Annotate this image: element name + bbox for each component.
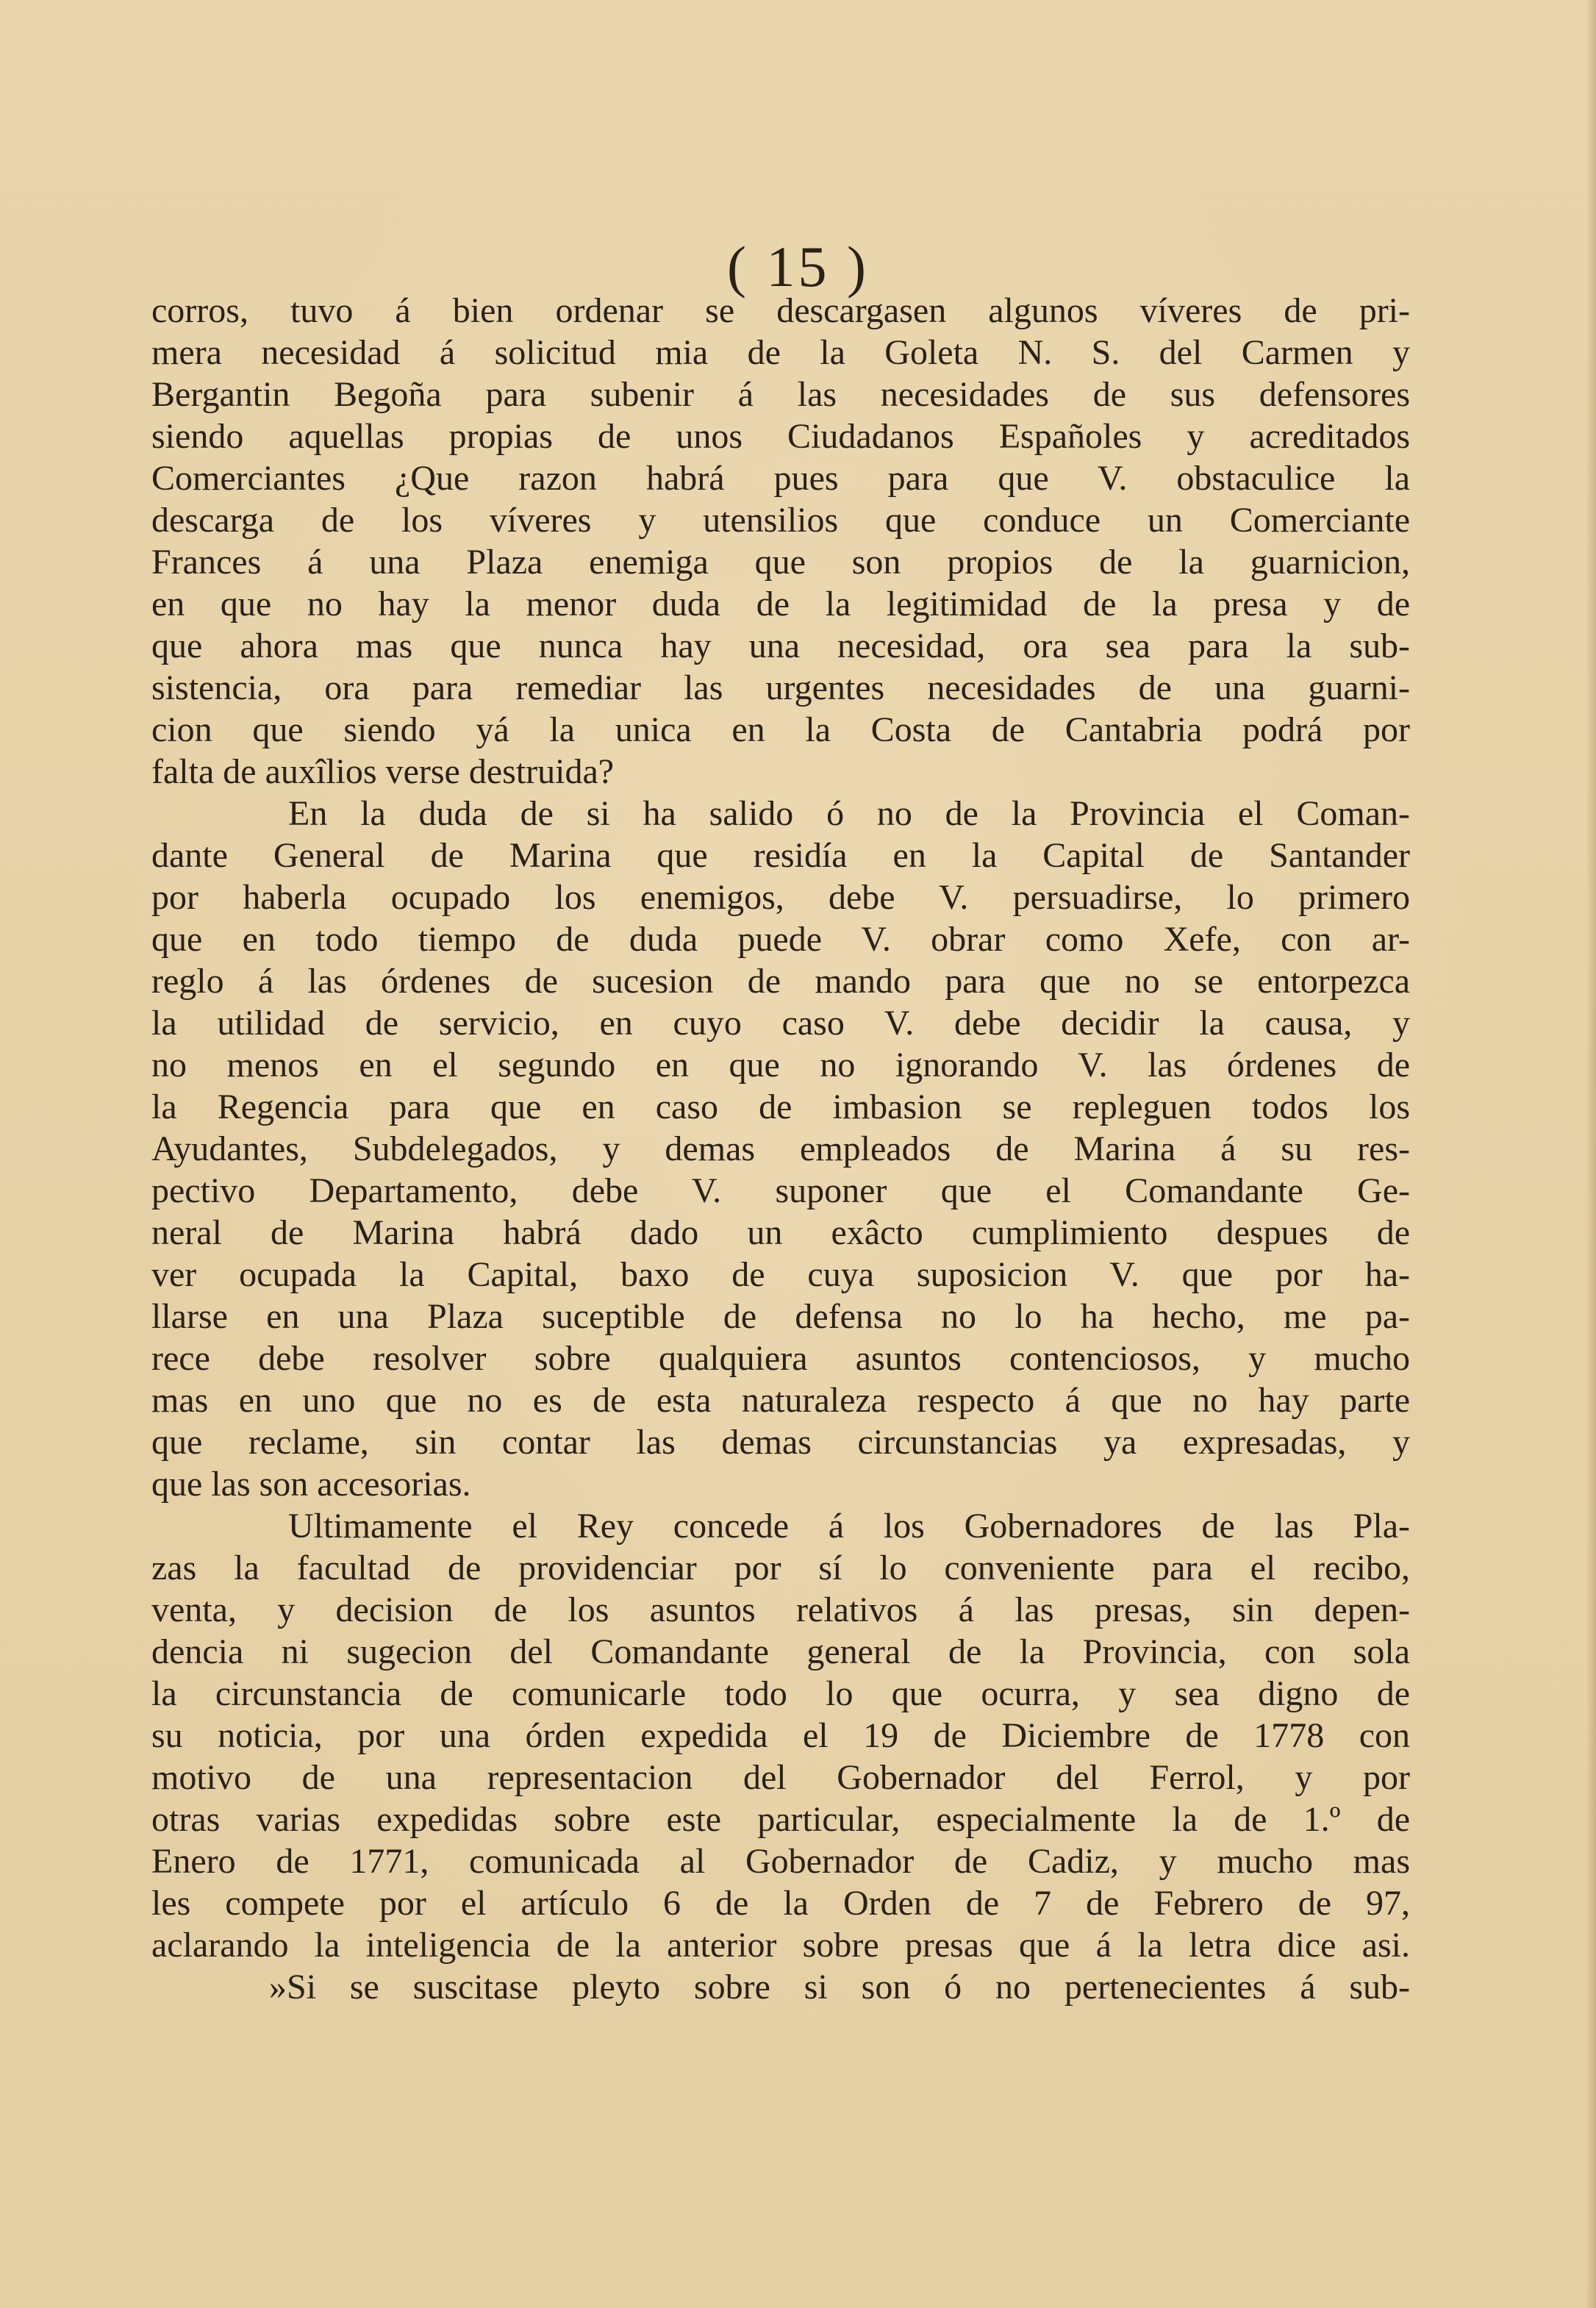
text-line: por haberla ocupado los enemigos, debe V. persuadirse, lo primero	[151, 878, 1410, 917]
text-line: Enero de 1771, comunicada al Gobernador de Cadiz, y mucho mas	[151, 1842, 1410, 1881]
text-line: que en todo tiempo de duda puede V. obrar como Xefe, con ar-	[151, 920, 1410, 959]
text-line: su noticia, por una órden expedida el 19 de Diciembre de 1778 con	[151, 1716, 1410, 1755]
text-line: aclarando la inteligencia de la anterior sobre presas que á la letra dice asi.	[151, 1926, 1410, 1965]
text-line: Frances á una Plaza enemiga que son propios de la guarnicion,	[151, 543, 1410, 582]
text-line: les compete por el artículo 6 de la Orden de 7 de Febrero de 97,	[151, 1884, 1410, 1923]
text-line: la Regencia para que en caso de imbasion se repleguen todos los	[151, 1087, 1410, 1126]
text-line: la circunstancia de comunicarle todo lo que ocurra, y sea digno de	[151, 1674, 1410, 1713]
text-line: mera necesidad á solicitud mia de la Goleta N. S. del Carmen y	[151, 333, 1410, 372]
text-line: dante General de Marina que residía en la Capital de Santander	[151, 836, 1410, 875]
text-line: llarse en una Plaza suceptible de defensa no lo ha hecho, me pa-	[151, 1297, 1410, 1336]
text-line: sistencia, ora para remediar las urgentes necesidades de una guarni-	[151, 668, 1410, 707]
text-line: zas la facultad de providenciar por sí lo conveniente para el recibo,	[151, 1548, 1410, 1587]
text-line: Ayudantes, Subdelegados, y demas empleados de Marina á su res-	[151, 1129, 1410, 1168]
text-line: corros, tuvo á bien ordenar se descargasen algunos víveres de pri-	[151, 291, 1410, 330]
text-line: Bergantin Begoña para subenir á las necesidades de sus defensores	[151, 375, 1410, 414]
text-line: mas en uno que no es de esta naturaleza respecto á que no hay parte	[151, 1381, 1410, 1420]
text-line: otras varias expedidas sobre este particular, especialmente la de 1.º de	[151, 1800, 1410, 1839]
text-line: descarga de los víveres y utensilios que conduce un Comerciante	[151, 501, 1410, 540]
paragraph-start: En la duda de si ha salido ó no de la Provincia el Coman-	[288, 794, 1410, 833]
text-line: ver ocupada la Capital, baxo de cuya suposicion V. que por ha-	[151, 1255, 1410, 1294]
paragraph-start: Ultimamente el Rey concede á los Gobernadores de las Pla-	[288, 1507, 1410, 1546]
page-number: ( 15 )	[727, 235, 869, 299]
text-line: venta, y decision de los asuntos relativos á las presas, sin depen-	[151, 1590, 1410, 1629]
text-line: falta de auxîlios verse destruida?	[151, 752, 615, 791]
text-line: neral de Marina habrá dado un exâcto cumplimiento despues de	[151, 1213, 1410, 1252]
text-line: cion que siendo yá la unica en la Costa de Cantabria podrá por	[151, 710, 1410, 749]
text-line: que ahora mas que nunca hay una necesidad, ora sea para la sub-	[151, 626, 1410, 665]
text-line: dencia ni sugecion del Comandante general de la Provincia, con sola	[151, 1632, 1410, 1671]
text-line: siendo aquellas propias de unos Ciudadanos Españoles y acreditados	[151, 417, 1410, 456]
text-line: pectivo Departamento, debe V. suponer que el Comandante Ge-	[151, 1171, 1410, 1210]
text-line: la utilidad de servicio, en cuyo caso V. debe decidir la causa, y	[151, 1004, 1410, 1043]
text-line: en que no hay la menor duda de la legitimidad de la presa y de	[151, 585, 1410, 624]
text-line: rece debe resolver sobre qualquiera asuntos contenciosos, y mucho	[151, 1339, 1410, 1378]
page-edge-shadow	[1586, 0, 1596, 2308]
text-line: no menos en el segundo en que no ignorando V. las órdenes de	[151, 1046, 1410, 1085]
text-line: Comerciantes ¿Que razon habrá pues para que V. obstaculice la	[151, 459, 1410, 498]
text-line: reglo á las órdenes de sucesion de mando para que no se entorpezca	[151, 962, 1410, 1001]
quote-start: »Si se suscitase pleyto sobre si son ó no pertenecientes á sub-	[269, 1968, 1410, 2007]
body-text	[151, 290, 1410, 2008]
text-line: que las son accesorias.	[151, 1465, 471, 1504]
text-line: motivo de una representacion del Gobernador del Ferrol, y por	[151, 1758, 1410, 1797]
text-line: que reclame, sin contar las demas circunstancias ya expresadas, y	[151, 1423, 1410, 1462]
